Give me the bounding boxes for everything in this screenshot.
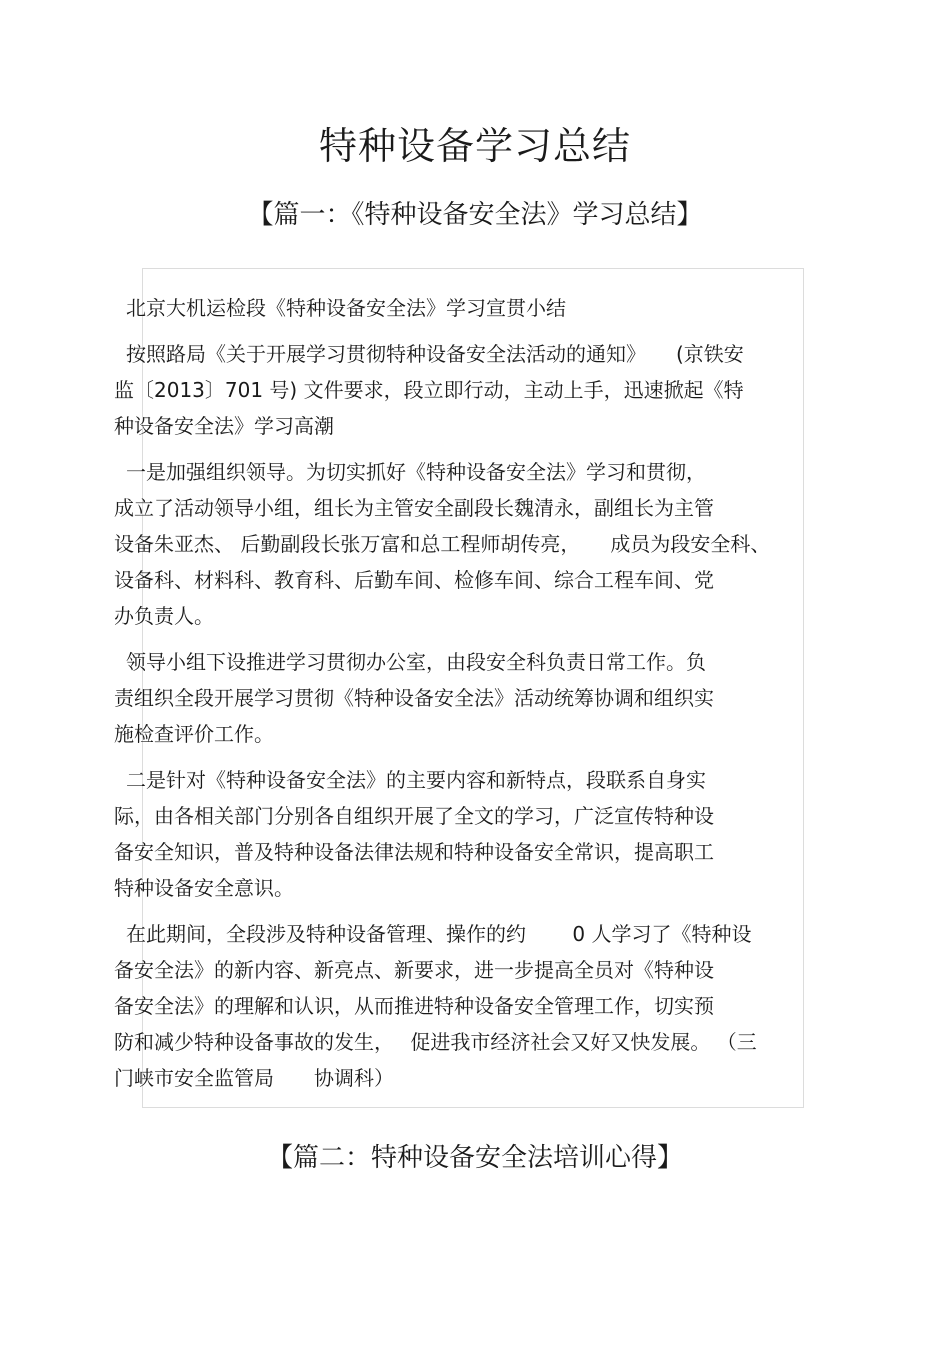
paragraph-line: 在此期间，全段涉及特种设备管理、操作的约 0 人学习了《特种设 [126, 922, 752, 946]
paragraph-line: 设备朱亚杰、 后勤副段长张万富和总工程师胡传亮， 成员为段安全科、 [114, 532, 771, 556]
paragraph-line: 特种设备安全意识。 [114, 876, 294, 900]
paragraph-line: 一是加强组织领导。为切实抓好《特种设备安全法》学习和贯彻， [126, 460, 706, 484]
paragraph-line: 领导小组下设推进学习贯彻办公室，由段安全科负责日常工作。负 [126, 650, 706, 674]
paragraph-line: 责组织全段开展学习贯彻《特种设备安全法》活动统筹协调和组织实 [114, 686, 714, 710]
paragraph-1 [114, 290, 834, 326]
paragraph-line: 种设备安全法》学习高潮 [114, 414, 334, 438]
paragraph-6 [114, 916, 834, 1096]
paragraph-5 [114, 762, 834, 906]
document-body [114, 290, 834, 1106]
paragraph-line: 门峡市安全监管局 协调科） [114, 1066, 394, 1090]
paragraph-line: 设备科、材料科、教育科、后勤车间、检修车间、综合工程车间、党 [114, 568, 714, 592]
paragraph-line: 施检查评价工作。 [114, 722, 274, 746]
paragraph-2 [114, 336, 834, 444]
paragraph-line: 际，由各相关部门分别各自组织开展了全文的学习，广泛宣传特种设 [114, 804, 714, 828]
paragraph-line: 办负责人。 [114, 604, 214, 628]
paragraph-line: 二是针对《特种设备安全法》的主要内容和新特点，段联系自身实 [126, 768, 706, 792]
paragraph-line: 备安全法》的新内容、新亮点、新要求，进一步提高全员对《特种设 [114, 958, 714, 982]
paragraph-line: 监〔2013〕701 号) 文件要求，段立即行动，主动上手，迅速掀起《特 [114, 378, 744, 402]
document-title: 特种设备学习总结 [318, 124, 631, 168]
section-heading-2: 【篇二：特种设备安全法培训心得】 [266, 1143, 683, 1173]
paragraph-line: 备安全知识，普及特种设备法律法规和特种设备安全常识，提高职工 [114, 840, 714, 864]
paragraph-line: 北京大机运检段《特种设备安全法》学习宣贯小结 [126, 296, 566, 320]
paragraph-line: 成立了活动领导小组，组长为主管安全副段长魏清永，副组长为主管 [114, 496, 714, 520]
paragraph-line: 防和减少特种设备事故的发生， 促进我市经济社会又好又快发展。 （三 [114, 1030, 757, 1054]
paragraph-3 [114, 454, 834, 634]
paragraph-4 [114, 644, 834, 752]
paragraph-line: 按照路局《关于开展学习贯彻特种设备安全法活动的通知》 (京铁安 [126, 342, 744, 366]
section-heading-1: 【篇一：《特种设备安全法》学习总结】 [247, 200, 703, 230]
paragraph-line: 备安全法》的理解和认识，从而推进特种设备安全管理工作，切实预 [114, 994, 714, 1018]
